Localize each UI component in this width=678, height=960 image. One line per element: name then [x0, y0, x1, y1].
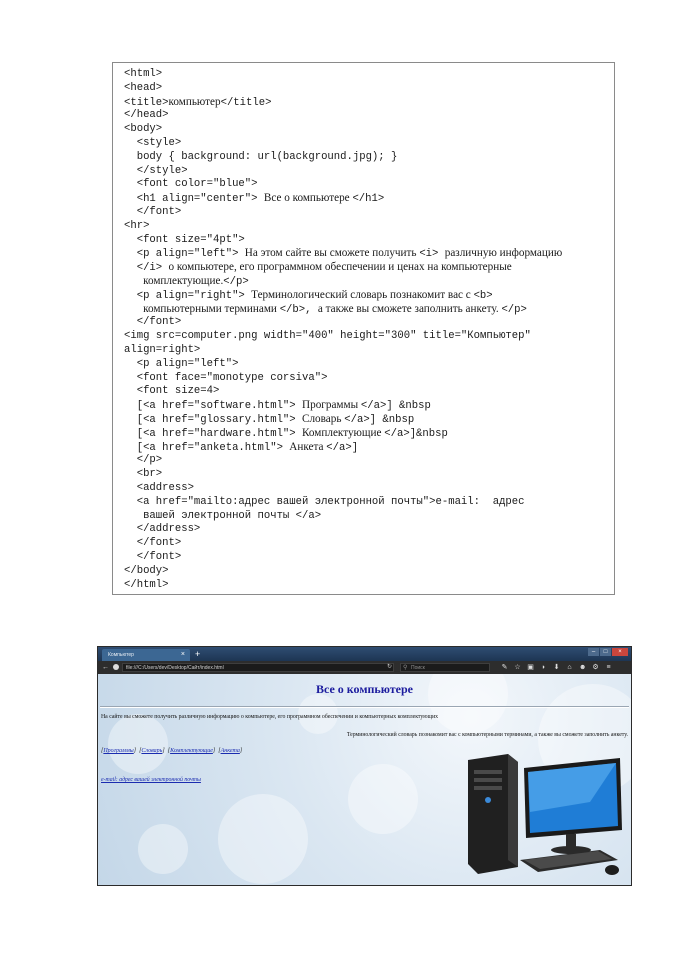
code-listing: [112, 62, 615, 595]
code-text: [<a href="software.html">: [124, 400, 303, 413]
code-text: </address>: [124, 523, 201, 536]
code-text: <style>: [124, 137, 182, 149]
menu-icon[interactable]: ≡: [606, 664, 611, 671]
code-line: [124, 136, 181, 150]
code-text: </a>]: [326, 441, 359, 454]
code-text: <br>: [124, 468, 163, 481]
code-line: [124, 564, 169, 578]
reload-icon[interactable]: ↻: [387, 664, 393, 670]
code-text: <img src=computer.png width="400" height="300" title="Компьютер": [124, 330, 531, 343]
page-title: Все о компьютере: [316, 682, 413, 696]
tab-title: Компьютер: [108, 652, 134, 658]
code-text: <i>: [419, 248, 445, 261]
code-line: [124, 357, 238, 371]
code-text: <p align="left">: [124, 357, 239, 370]
code-text: <address>: [124, 482, 194, 494]
code-line: [124, 150, 397, 164]
mouse: [605, 865, 619, 875]
code-text: <title>: [124, 96, 169, 109]
link-anketa[interactable]: Анкета: [220, 748, 240, 754]
drive-bay: [474, 778, 502, 782]
code-line: [124, 536, 181, 550]
code-line: [124, 302, 527, 316]
site-info-icon[interactable]: [113, 664, 119, 670]
code-text: <body>: [124, 123, 163, 136]
monitor-stand: [566, 834, 576, 848]
code-line: [124, 219, 149, 233]
browser-tab[interactable]: [102, 649, 190, 661]
code-text: <font face="monotype corsiva">: [124, 371, 328, 384]
link-hardware[interactable]: Комплектующие: [170, 748, 213, 754]
browser-toolbar-icons: [501, 663, 612, 672]
email-link[interactable]: e-mail: адрес вашей электронной почты: [101, 777, 201, 783]
code-text: <font size="4pt">: [124, 233, 245, 246]
code-text: [<a href="glossary.html">: [124, 414, 303, 426]
browser-screenshot: [97, 646, 632, 886]
search-icon: ⚲: [403, 665, 408, 671]
code-text-ru: Словарь: [302, 413, 345, 425]
code-text: <html>: [124, 68, 163, 80]
bokeh-circle: [138, 824, 188, 874]
code-line: [124, 426, 448, 440]
code-line: [124, 177, 258, 191]
code-text: </p>: [223, 276, 249, 288]
link-glossary[interactable]: Словарь: [141, 748, 163, 754]
tab-close-icon[interactable]: ×: [180, 651, 185, 658]
code-text: </a>] &nbsp: [344, 414, 415, 426]
code-text: [<a href="anketa.html">: [124, 441, 290, 454]
code-text-ru: различную информацию: [444, 247, 563, 260]
code-text-ru: Анкета: [289, 440, 327, 453]
code-line: [124, 398, 431, 412]
maximize-button[interactable]: □: [600, 648, 611, 656]
email-address: [101, 777, 201, 783]
download-icon[interactable]: ⬇: [553, 664, 560, 671]
back-arrow-icon[interactable]: ←: [102, 664, 109, 671]
bokeh-circle: [108, 714, 168, 774]
code-text: </font>: [124, 316, 182, 329]
extension-icon[interactable]: ⚙: [592, 664, 599, 671]
intro-paragraph: На сайте вы сможете получить различную информацию о компьютере, его программном обеспечении и компьютерных комплектующих: [101, 714, 439, 720]
code-text: <p align="left">: [124, 248, 245, 261]
code-line: [124, 495, 525, 509]
browser-titlebar: [98, 647, 631, 661]
code-text: </font>: [124, 206, 182, 218]
code-line: [124, 164, 188, 178]
code-line: [124, 81, 162, 95]
pc-tower-side: [508, 754, 518, 867]
code-text: [124, 304, 143, 316]
code-line: [124, 509, 321, 523]
code-text: </h1>: [352, 193, 385, 206]
code-text: </font>: [124, 551, 182, 563]
code-text: </html>: [124, 578, 169, 591]
code-text: </p>: [501, 303, 527, 316]
code-line: [124, 371, 327, 385]
code-line: [124, 246, 562, 260]
link-software[interactable]: Программы: [103, 748, 134, 754]
code-text-ru: компьютерными терминами: [143, 302, 280, 315]
window-controls: [588, 648, 628, 657]
code-text: </p>: [124, 454, 163, 467]
code-text: </a>]&nbsp: [384, 427, 448, 440]
code-line: [124, 260, 512, 274]
code-line: [124, 288, 493, 302]
code-line: [124, 122, 162, 136]
code-line: [124, 191, 384, 205]
url-text: file:///C:/Users/dev/Desktop/Сайт/index.html: [126, 665, 224, 671]
code-line: [124, 95, 271, 109]
code-text: </head>: [124, 109, 169, 122]
code-text: </font>: [124, 537, 182, 550]
horizontal-rule: [100, 706, 629, 708]
code-text: <h1 align="center">: [124, 193, 264, 206]
web-page: [98, 674, 631, 886]
search-input[interactable]: [400, 663, 490, 672]
browser-navbar: [98, 661, 631, 674]
glossary-paragraph: Терминологический словарь познакомит вас с компьютерными терминами, а также вы сможете заполнить анкету.: [346, 732, 628, 738]
code-line: [124, 205, 181, 219]
code-line: [124, 440, 358, 454]
clipboard-icon[interactable]: ▣: [527, 664, 534, 671]
code-text: вашей электронной почты </a>: [124, 509, 322, 522]
code-text-ru: о компьютере, его программном обеспечении и ценах на компьютерные: [168, 261, 512, 274]
code-text: <a href="mailto:адрес вашей электронной почты">e-mail: адрес: [124, 495, 525, 508]
code-text: </a>] &nbsp: [360, 400, 431, 413]
power-button: [485, 797, 491, 803]
code-line: [124, 315, 181, 329]
code-text-ru: а также вы сможете заполнить анкету.: [317, 302, 502, 315]
code-text: align=right>: [124, 344, 201, 356]
code-text: <p align="right">: [124, 289, 252, 302]
code-text: </i>: [124, 262, 169, 275]
code-text: <font color="blue">: [124, 178, 258, 191]
code-line: [124, 522, 200, 536]
search-placeholder: Поиск: [411, 665, 425, 671]
pen-icon[interactable]: ✎: [501, 664, 508, 671]
close-window-button[interactable]: ×: [612, 648, 628, 656]
code-text: body { background: url(background.jpg); }: [124, 150, 398, 163]
computer-image: [460, 742, 630, 882]
code-line: [124, 550, 181, 564]
code-line: [124, 274, 249, 288]
home-icon[interactable]: ⌂: [567, 664, 572, 671]
code-text-ru: комплектующие.: [143, 275, 224, 287]
url-bar[interactable]: [122, 663, 394, 672]
code-text: [<a href="hardware.html">: [124, 427, 303, 440]
code-text: [124, 276, 143, 288]
code-line: [124, 578, 169, 592]
code-text: </style>: [124, 164, 188, 177]
code-text: <b>: [473, 289, 493, 302]
code-text-ru: Комплектующие: [302, 426, 385, 439]
code-text: <head>: [124, 81, 163, 94]
code-line: [124, 329, 531, 343]
code-line: [124, 343, 200, 357]
star-icon[interactable]: ☆: [514, 664, 521, 671]
code-line: [124, 481, 194, 495]
code-text: </body>: [124, 564, 169, 577]
nav-links: [Программы] [Словарь] [Комплектующие] [Анкета]: [101, 748, 243, 754]
drive-bay: [474, 786, 502, 790]
bokeh-circle: [218, 794, 308, 884]
code-text-ru: Терминологический словарь познакомит вас с: [251, 288, 474, 301]
minimize-button[interactable]: –: [588, 648, 599, 656]
drive-bay: [474, 770, 502, 774]
code-text-ru: Программы: [302, 399, 361, 412]
code-text: <hr>: [124, 219, 150, 232]
chat-icon[interactable]: ☻: [579, 664, 587, 671]
new-tab-button[interactable]: +: [195, 649, 201, 659]
bokeh-circle: [348, 764, 418, 834]
pocket-icon[interactable]: ◗: [541, 664, 546, 671]
code-line: [124, 67, 162, 81]
code-line: [124, 453, 162, 467]
code-text-ru: Все о компьютере: [263, 192, 353, 205]
code-line: [124, 412, 414, 426]
code-line: [124, 233, 245, 247]
code-text: </b>,: [279, 303, 318, 316]
code-text: </title>: [220, 96, 272, 109]
code-text: <font size=4>: [124, 385, 220, 398]
code-line: [124, 384, 219, 398]
code-line: [124, 467, 162, 481]
code-text-ru: На этом сайте вы сможете получить: [244, 247, 420, 260]
code-text-ru: компьютер: [168, 95, 221, 108]
code-line: [124, 108, 169, 122]
